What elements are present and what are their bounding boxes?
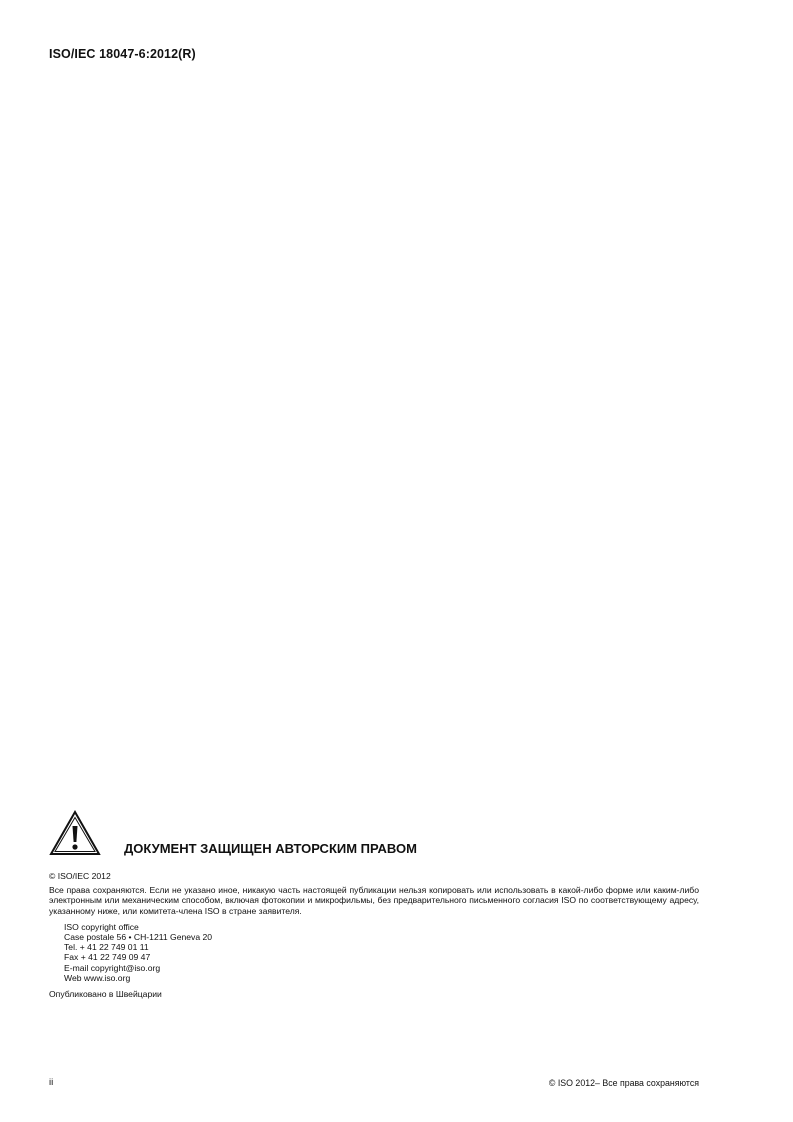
published-in: Опубликовано в Швейцарии [49,989,162,1000]
address-web: Web www.iso.org [64,972,131,983]
copyright-notice [49,871,699,999]
address-fax: Fax + 41 22 749 09 47 [64,952,151,963]
address-email: E-mail copyright@iso.org [64,962,161,973]
address-tel: Tel. + 41 22 749 01 11 [64,942,149,953]
page-number: ii [49,1077,54,1088]
address-postal: Case postale 56 • CH-1211 Geneva 20 [64,932,213,943]
footer-rights: © ISO 2012– Все права сохраняются [548,1078,699,1088]
rights-text: Все права сохраняются. Если не указано иное, никакую часть настоящей публикации нельзя копировать или использовать в какой-либо форме или каким-либо электронным или механическим способом, включая фотокопии и микрофильмы, без предварительного письменного согласия ISO по соответствующему адресу, указанному ниже, или комитета-члена ISO в стране заявителя. [49,885,699,916]
copyright-line: © ISO/IEC 2012 [49,871,111,881]
warning-triangle-icon [49,810,101,856]
iso-address [64,922,699,983]
address-office: ISO copyright office [64,921,139,932]
warning-title: ДОКУМЕНТ ЗАЩИЩЕН АВТОРСКИМ ПРАВОМ [124,841,417,856]
document-id: ISO/IEC 18047-6:2012(R) [49,47,196,61]
